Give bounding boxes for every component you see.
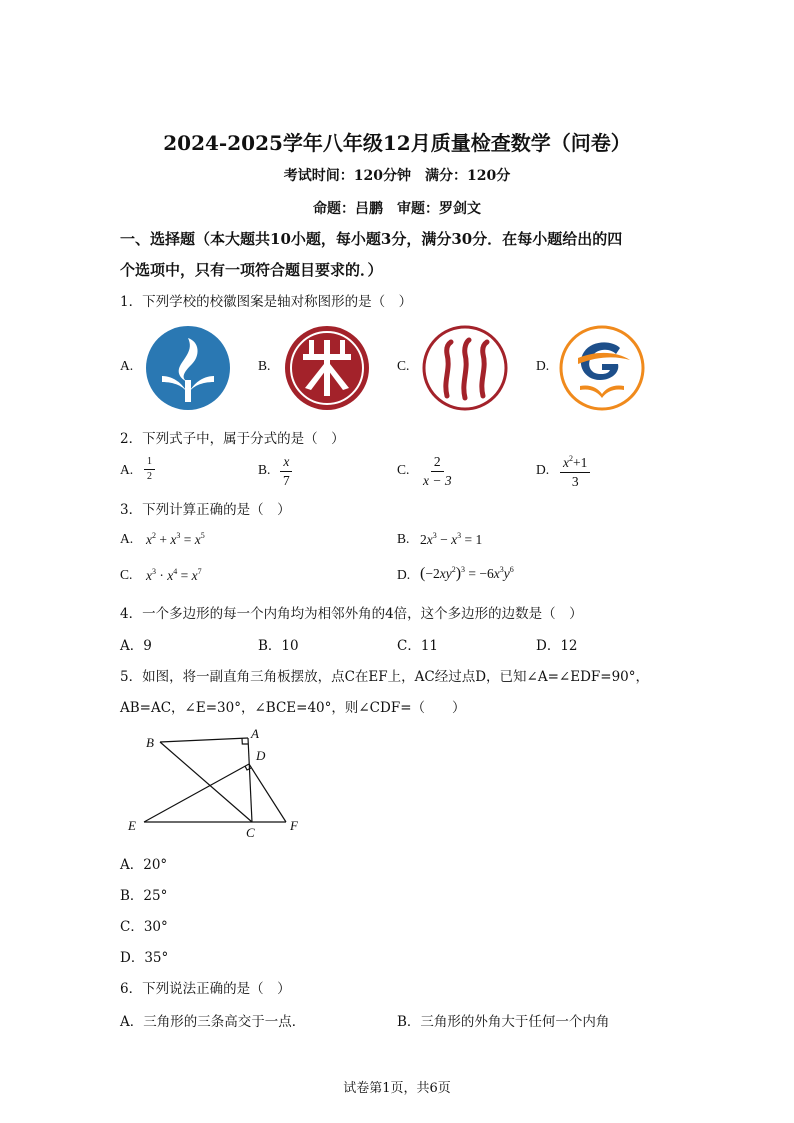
point-label-a: A <box>251 726 259 741</box>
q1-option-c-label: C. <box>397 358 410 373</box>
q1-option-d-label: D. <box>536 358 550 373</box>
page-title: 2024-2025学年八年级12月质量检查数学（问卷） <box>163 131 631 155</box>
q6-stem: 6．下列说法正确的是（ ） <box>120 981 291 997</box>
q3-stem: 3．下列计算正确的是（ ） <box>120 502 291 518</box>
q2-option-b-label: B. <box>258 462 271 477</box>
point-label-d: D <box>256 748 266 763</box>
fraction-numerator: 1 <box>144 456 155 470</box>
q2-stem: 2．下列式子中，属于分式的是（ ） <box>120 431 345 447</box>
segment-ab <box>160 738 248 742</box>
fraction-denominator: 3 <box>571 473 579 489</box>
q2-option-a-fraction <box>144 456 155 482</box>
q3-option-d-expression: $(-2xy^2)^3 = -6x^3y^6$ <box>420 565 514 582</box>
point-label-b: B <box>146 735 154 750</box>
point-label-f: F <box>290 818 298 833</box>
q4-stem: 4．一个多边形的每一个内角均为相邻外角的4倍，这个多边形的边数是（ ） <box>120 606 583 622</box>
q3-option-d-label: D. <box>397 567 411 582</box>
q4-option-d: D．12 <box>536 638 578 654</box>
point-label-e: E <box>128 818 136 833</box>
q3-option-b-label: B. <box>397 531 410 546</box>
emblem-blue-icon <box>144 324 232 412</box>
segment-ac <box>248 738 252 822</box>
fraction-exponent: 2 <box>569 454 573 463</box>
point-label-c: C <box>246 825 255 840</box>
fraction-rest: +1 <box>573 455 588 470</box>
section-heading-line1: 一、选择题（本大题共10小题，每小题3分，满分30分．在每小题给出的四 <box>120 230 623 248</box>
q5-option-d: D．35° <box>120 950 169 966</box>
q2-option-d-fraction <box>560 454 590 489</box>
section-heading-line2: 个选项中，只有一项符合题目要求的．） <box>120 261 383 279</box>
right-angle-mark-a <box>242 738 248 744</box>
q2-option-a-label: A. <box>120 462 134 477</box>
emblem-red-flame-icon <box>421 324 509 412</box>
q6-option-a: A．三角形的三条高交于一点． <box>120 1014 306 1030</box>
q1-option-b-label: B. <box>258 358 271 373</box>
q2-option-b-fraction <box>280 454 293 488</box>
fraction-base: x <box>563 455 569 470</box>
emblem-red-seal-icon <box>283 324 371 412</box>
q5-option-b: B．25° <box>120 888 168 904</box>
q5-triangle-figure <box>120 722 320 846</box>
q2-option-d-label: D. <box>536 462 550 477</box>
exam-info: 考试时间：120分钟 满分：120分 <box>283 168 511 184</box>
q5-option-c: C．30° <box>120 919 168 935</box>
q3-option-b-expression: $2x^3 - x^3 = 1$ <box>420 531 483 547</box>
q3-option-a-expression: $x^2 + x^3 = x^5$ <box>146 531 205 547</box>
q1-option-a-label: A. <box>120 358 134 373</box>
q2-option-c-label: C. <box>397 462 410 477</box>
fraction-numerator: x <box>280 454 292 472</box>
q6-option-b: B．三角形的外角大于任何一个内角 <box>397 1014 610 1030</box>
q5-option-a: A．20° <box>120 857 168 873</box>
q5-stem-line2: AB=AC，∠E=30°，∠BCE=40°，则∠CDF=（ ） <box>120 700 466 716</box>
q4-option-b: B．10 <box>258 638 299 654</box>
emblem-orange-g-icon <box>558 324 646 412</box>
q4-option-c: C．11 <box>397 638 439 654</box>
q5-stem-line1: 5．如图，将一副直角三角板摆放，点C在EF上，AC经过点D，已知∠A=∠EDF=90°， <box>120 669 650 685</box>
fraction-numerator: 2 <box>431 454 444 472</box>
fraction-denominator: 7 <box>283 472 290 488</box>
q3-option-c-expression: $x^3 \cdot x^4 = x^7$ <box>146 567 202 583</box>
fraction-denominator: x − 3 <box>423 472 452 488</box>
q3-option-a-label: A. <box>120 531 134 546</box>
segment-df <box>249 764 286 822</box>
segment-ed <box>144 764 249 822</box>
q4-option-a: A．9 <box>120 638 152 654</box>
page-footer: 试卷第1页，共6页 <box>343 1081 451 1096</box>
fraction-denominator: 2 <box>147 470 152 482</box>
exam-authors: 命题：吕鹏 审题：罗剑文 <box>313 201 481 217</box>
q1-stem: 1．下列学校的校徽图案是轴对称图形的是（ ） <box>120 294 413 310</box>
q2-option-c-fraction <box>420 454 455 488</box>
segment-bc <box>160 742 252 822</box>
q3-option-c-label: C. <box>120 567 133 582</box>
